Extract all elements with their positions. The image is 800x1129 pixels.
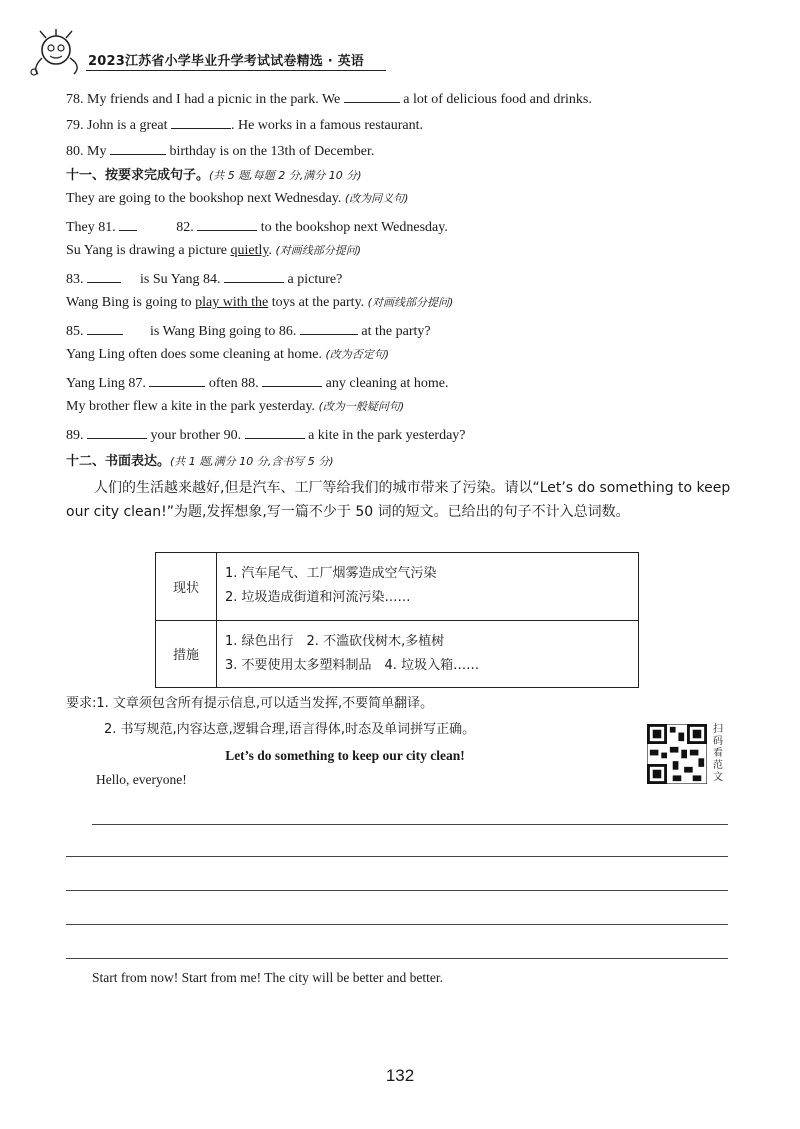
line-81-82-tail: to the bookshop next Wednesday. (260, 220, 448, 235)
q80-blank[interactable] (110, 140, 166, 155)
answer-line-85-86 (66, 320, 431, 340)
essay-closing: Start from now! Start from me! The city will be better and better. (92, 970, 444, 985)
sentence-5 (66, 398, 404, 415)
essay-opening: Hello, everyone! (96, 772, 187, 787)
label-85: 85. (66, 324, 84, 339)
section-11-scoring: (共 5 题,每题 2 分,满分 10 分) (209, 169, 362, 182)
sentence-5-text: My brother flew a kite in the park yesterday. (66, 399, 316, 414)
label-87: Yang Ling 87. (66, 376, 146, 391)
sentence-2-after: . (268, 243, 272, 258)
q79-text-before: 79. John is a great (66, 118, 168, 133)
blank-89[interactable] (87, 424, 147, 439)
sentence-5-instruction: (改为一般疑问句) (318, 400, 405, 413)
blank-82[interactable] (197, 216, 257, 231)
label-83: 83. (66, 272, 84, 287)
answer-line-89-90 (66, 424, 466, 444)
q78-text-before: 78. My friends and I had a picnic in the park. We (66, 92, 341, 107)
blank-84[interactable] (224, 268, 284, 283)
sentence-3-after: toys at the party. (268, 295, 365, 310)
q78-text-after: a lot of delicious food and drinks. (403, 92, 592, 107)
label-82: 82. (176, 220, 194, 235)
qr-code-label: 扫码看范文 (713, 724, 723, 783)
label-88: often 88. (208, 376, 259, 391)
label-90: your brother 90. (150, 428, 242, 443)
label-86: is Wang Bing going to 86. (150, 324, 297, 339)
sentence-2 (66, 242, 361, 259)
essay-title: Let’s do something to keep our city clean! (225, 748, 465, 763)
answer-line-83-84 (66, 268, 342, 288)
hint-status-line-1: 1. 汽车尾气、工厂烟雾造成空气污染 (225, 566, 437, 582)
line-83-84-tail: a picture? (287, 272, 343, 287)
section-12-heading (66, 450, 334, 470)
writing-line[interactable] (66, 958, 728, 959)
sentence-4-text: Yang Ling often does some cleaning at home. (66, 347, 322, 362)
line-89-90-tail: a kite in the park yesterday? (308, 428, 466, 443)
section-12-scoring: (共 1 题,满分 10 分,含书写 5 分) (170, 455, 334, 468)
sentence-1-instruction: (改为同义句) (344, 192, 409, 205)
hint-row-status (156, 553, 639, 621)
sentence-4 (66, 346, 389, 363)
blank-87[interactable] (149, 372, 205, 387)
sentence-2-instruction: (对画线部分提问) (275, 244, 362, 257)
q79-text-after: . He works in a famous restaurant. (230, 118, 424, 133)
question-78 (66, 88, 592, 108)
answer-line-81-82 (66, 216, 448, 236)
section-11-heading (66, 164, 362, 184)
requirement-2: 2. 书写规范,内容达意,逻辑合理,语言得体,时态及单词拼写正确。 (104, 722, 476, 737)
hint-label-measures: 措施 (156, 620, 217, 688)
label-81: They 81. (66, 220, 116, 235)
blank-90[interactable] (245, 424, 305, 439)
writing-line[interactable] (92, 824, 728, 825)
hint-body-measures (217, 620, 639, 688)
question-80 (66, 140, 374, 160)
hint-row-measures (156, 620, 639, 688)
page-number: 132 (385, 1066, 415, 1085)
line-87-88-tail: any cleaning at home. (325, 376, 449, 391)
sentence-3-before: Wang Bing is going to (66, 295, 196, 310)
header-title: 2023江苏省小学毕业升学考试试卷精选 · 英语 (88, 54, 364, 69)
header-divider (86, 70, 386, 71)
label-89: 89. (66, 428, 84, 443)
blank-86[interactable] (300, 320, 358, 335)
hint-table (155, 552, 639, 688)
sentence-4-instruction: (改为否定句) (325, 348, 390, 361)
q80-text-before: 80. My (66, 144, 107, 159)
blank-83[interactable] (87, 268, 121, 283)
q80-text-after: birthday is on the 13th of December. (169, 144, 375, 159)
sentence-3-instruction: (对画线部分提问) (367, 296, 454, 309)
section-11-title: 十一、按要求完成句子。 (66, 168, 210, 183)
sentence-3-underlined: play with the (195, 295, 269, 310)
writing-line[interactable] (66, 890, 728, 891)
sentence-1-text: They are going to the bookshop next Wednesday. (66, 191, 342, 206)
blank-85[interactable] (87, 320, 123, 335)
blank-81[interactable] (119, 216, 137, 231)
hint-body-status (217, 553, 639, 621)
section-12-title: 十二、书面表达。 (66, 454, 171, 469)
label-84: is Su Yang 84. (140, 272, 221, 287)
hint-status-line-2: 2. 垃圾造成街道和河流污染…… (225, 590, 411, 606)
sentence-2-underlined: quietly (230, 243, 269, 258)
hint-measures-line-2: 3. 不要使用太多塑料制品 4. 垃圾入箱…… (225, 657, 480, 673)
line-85-86-tail: at the party? (361, 324, 431, 339)
sentence-2-before: Su Yang is drawing a picture (66, 243, 231, 258)
hint-measures-line-1: 1. 绿色出行 2. 不滥砍伐树木,多植树 (225, 633, 445, 649)
q79-blank[interactable] (171, 114, 231, 129)
blank-88[interactable] (262, 372, 322, 387)
writing-prompt: 人们的生活越来越好,但是汽车、工厂等给我们的城市带来了污染。请以“Let’s do something to keep our city clean!”为题,发挥想象,写一篇不少于 50 词的短文。已给出的句子不计入总词数。 (66, 480, 731, 520)
question-79 (66, 114, 423, 134)
sentence-1 (66, 190, 408, 207)
sentence-3 (66, 294, 453, 311)
answer-line-87-88 (66, 372, 448, 392)
writing-line[interactable] (66, 856, 728, 857)
requirement-1: 要求:1. 文章须包含所有提示信息,可以适当发挥,不要简单翻译。 (66, 696, 434, 711)
page-header (28, 28, 408, 80)
writing-line[interactable] (66, 924, 728, 925)
hint-label-status: 现状 (156, 553, 217, 621)
q78-blank[interactable] (344, 88, 400, 103)
mascot-logo-icon (28, 28, 84, 78)
